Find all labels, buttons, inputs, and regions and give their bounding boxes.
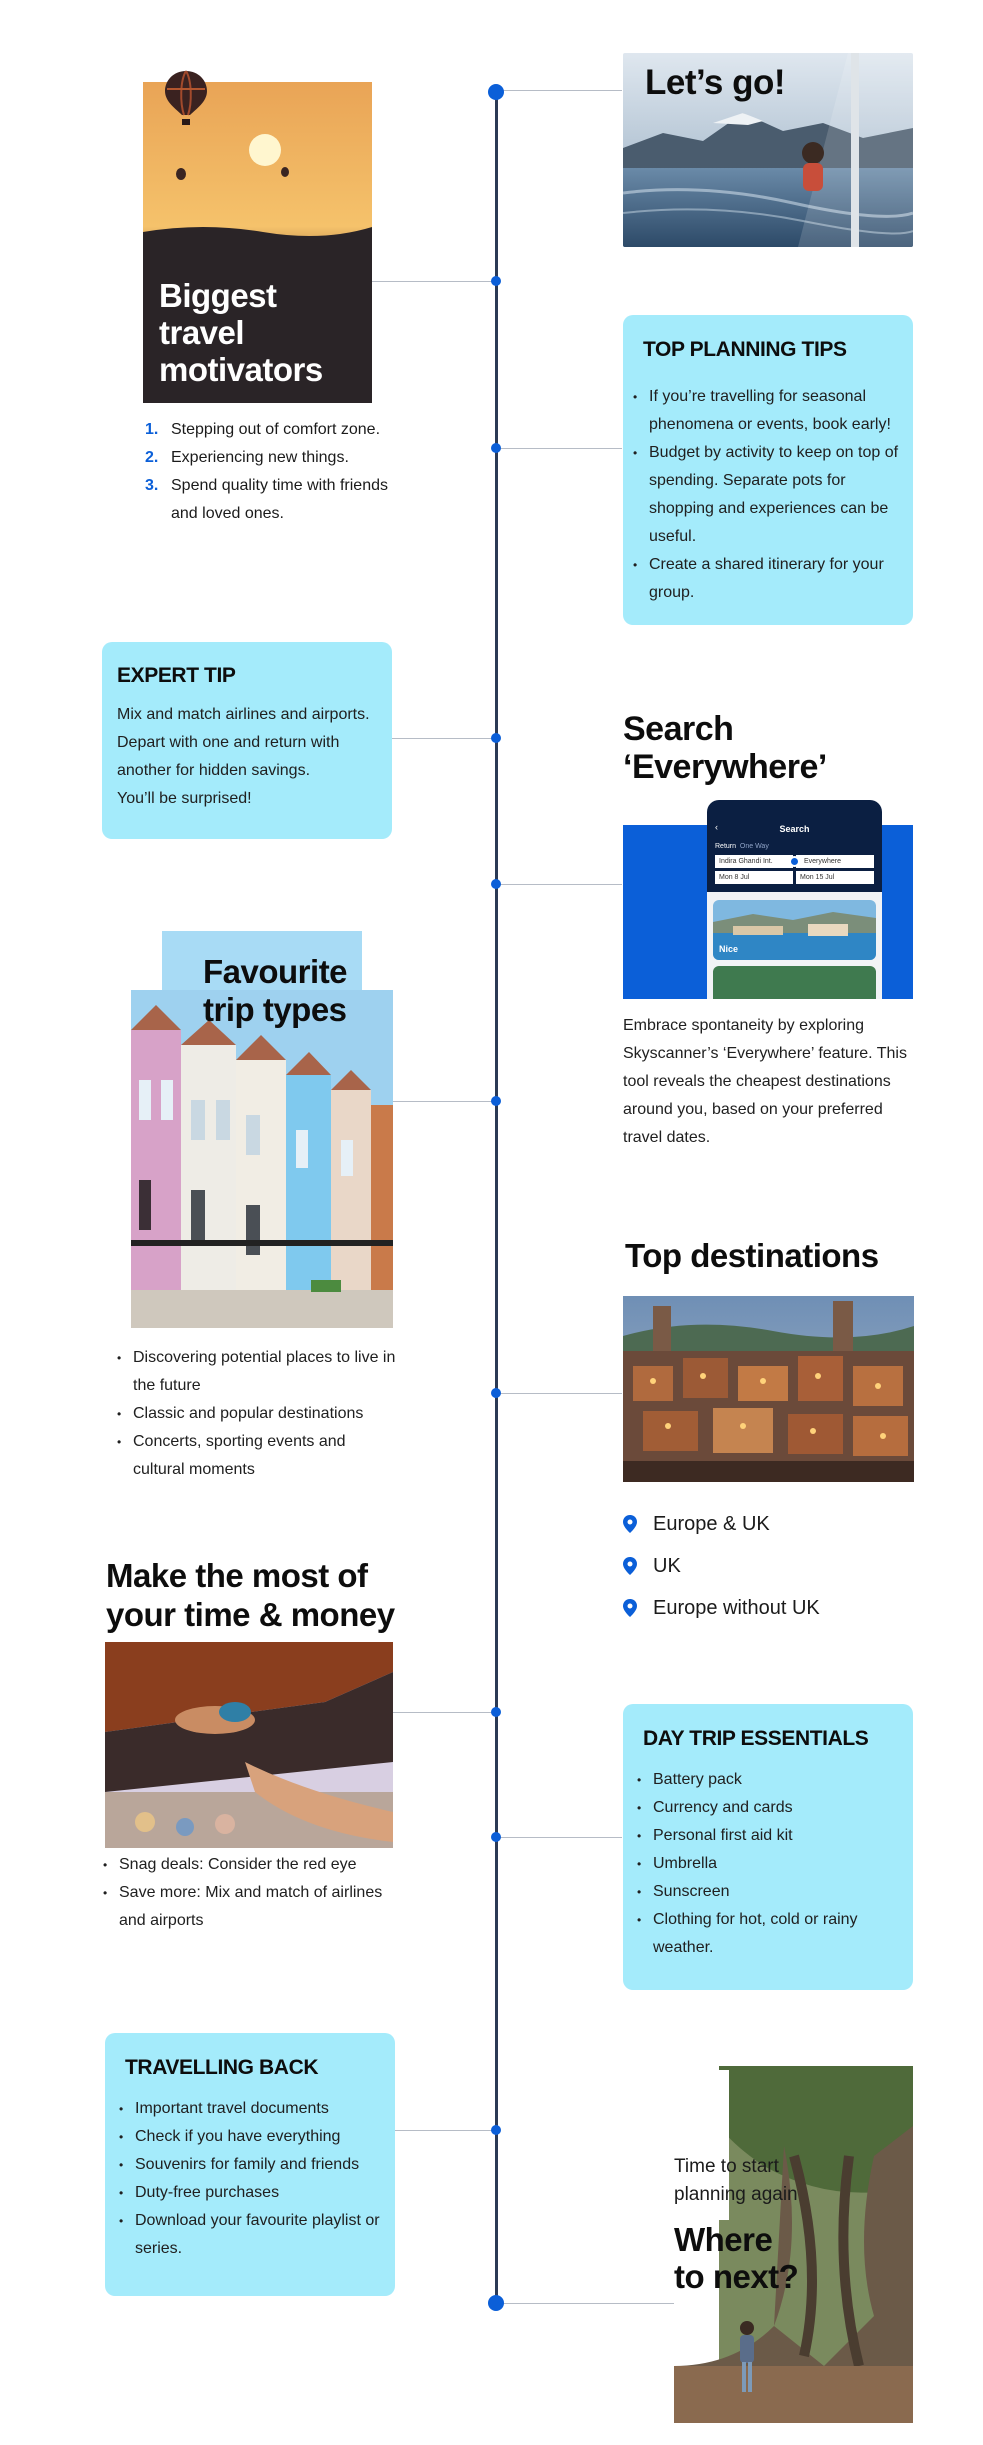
timeline-dot <box>491 1388 501 1398</box>
timeline-dot <box>491 1096 501 1106</box>
list-item: 3. Spend quality time with friends and loved ones. <box>145 477 388 522</box>
trip-type-tabs: Return One Way <box>715 843 769 850</box>
houses-photo <box>131 990 393 1328</box>
list-item: • Clothing for hot, cold or rainy weather. <box>635 1906 900 1962</box>
list-item: • Important travel documents <box>117 2095 385 2123</box>
timeline-axis <box>495 90 498 2302</box>
list-item: • Concerts, sporting events and cultural moments <box>115 1428 400 1484</box>
list-item: • Snag deals: Consider the red eye <box>101 1851 401 1879</box>
expert-tip-title: EXPERT TIP <box>117 664 236 687</box>
search-description: Embrace spontaneity by exploring Skyscanner’s ‘Everywhere’ feature. This tool reveals the cheapest destinations around you, based on your preferred travel dates. <box>623 1017 907 1146</box>
connector <box>497 2303 675 2304</box>
money-list <box>101 1851 401 1935</box>
connector <box>497 884 622 885</box>
favourite-title: Favourite trip types <box>203 953 348 1028</box>
list-item: • Currency and cards <box>635 1794 900 1822</box>
connector <box>393 1101 497 1102</box>
list-item: UK <box>623 1545 913 1587</box>
hero-title: Let’s go! <box>645 63 786 102</box>
destination-card[interactable] <box>713 900 876 960</box>
connector <box>371 281 497 282</box>
return-field[interactable]: Mon 15 Jul <box>796 871 874 884</box>
list-item: • Sunscreen <box>635 1878 900 1906</box>
from-field[interactable]: Indira Ghandi Int. <box>715 855 793 868</box>
depart-field[interactable]: Mon 8 Jul <box>715 871 793 884</box>
favourite-list <box>115 1344 400 1484</box>
timeline-dot <box>491 2125 501 2135</box>
back-icon: ‹ <box>715 822 718 832</box>
list-item: • If you’re travelling for seasonal phenomena or events, book early! <box>631 383 899 439</box>
to-field[interactable]: Everywhere <box>796 855 874 868</box>
destination-card[interactable] <box>713 966 876 999</box>
planning-tips-card <box>623 315 913 625</box>
connector <box>497 90 622 91</box>
day-trip-list <box>635 1766 900 1962</box>
destination-card-label: Nice <box>719 944 739 954</box>
travelling-back-title: TRAVELLING BACK <box>125 2056 319 2079</box>
connector <box>497 1393 622 1394</box>
destinations-list <box>623 1503 913 1629</box>
map-pin-icon <box>623 1515 641 1533</box>
day-trip-card <box>623 1704 913 1990</box>
timeline-dot <box>488 84 504 100</box>
list-item: • Budget by activity to keep on top of spending. Separate pots for shopping and experiences can be useful. <box>631 439 899 551</box>
list-item: • Souvenirs for family and friends <box>117 2151 385 2179</box>
connector <box>395 2130 497 2131</box>
planning-tips-list <box>631 383 899 607</box>
planning-tips-title: TOP PLANNING TIPS <box>643 338 847 361</box>
timeline-dot <box>491 276 501 286</box>
travelling-back-list <box>117 2095 385 2263</box>
connector <box>392 738 497 739</box>
map-pin-icon <box>623 1599 641 1617</box>
next-subtitle: Time to start planning again <box>674 2156 798 2205</box>
list-item: • Umbrella <box>635 1850 900 1878</box>
list-item: • Check if you have everything <box>117 2123 385 2151</box>
list-item: • Discovering potential places to live in the future <box>115 1344 400 1400</box>
list-item: 1. Stepping out of comfort zone. <box>145 421 381 438</box>
search-title: Search ‘Everywhere’ <box>623 710 827 786</box>
list-item: • Personal first aid kit <box>635 1822 900 1850</box>
phone-mockup <box>707 800 882 999</box>
timeline-dot <box>491 443 501 453</box>
next-title: Where to next? <box>674 2221 799 2295</box>
list-item: • Duty-free purchases <box>117 2179 385 2207</box>
expert-tip-text: Mix and match airlines and airports. Depart with one and return with another for hidden savings. You’ll be surprised! <box>117 706 370 807</box>
market-photo <box>105 1642 393 1848</box>
expert-tip-card <box>102 642 392 839</box>
town-photo <box>623 1296 914 1482</box>
travelling-back-card <box>105 2033 395 2296</box>
timeline-dot <box>491 733 501 743</box>
timeline-dot <box>491 879 501 889</box>
connector <box>497 1837 622 1838</box>
motivators-list <box>145 416 390 528</box>
timeline-dot <box>491 1707 501 1717</box>
list-item: • Classic and popular destinations <box>115 1400 400 1428</box>
timeline-dot <box>488 2295 504 2311</box>
swap-icon[interactable] <box>789 856 800 867</box>
money-title: Make the most of your time & money <box>106 1557 395 1633</box>
list-item: • Battery pack <box>635 1766 900 1794</box>
connector <box>393 1712 497 1713</box>
list-item: • Save more: Mix and match of airlines and airports <box>101 1879 401 1935</box>
list-item: Europe & UK <box>623 1503 913 1545</box>
list-item: 2. Experiencing new things. <box>145 449 349 466</box>
list-item: • Create a shared itinerary for your group. <box>631 551 899 607</box>
day-trip-title: DAY TRIP ESSENTIALS <box>643 1727 869 1750</box>
phone-header: Search <box>779 824 810 834</box>
timeline-dot <box>491 1832 501 1842</box>
list-item: • Download your favourite playlist or series. <box>117 2207 385 2263</box>
motivators-title: Biggest travel motivators <box>159 277 323 388</box>
balloon-icon <box>163 69 209 127</box>
connector <box>497 448 622 449</box>
map-pin-icon <box>623 1557 641 1575</box>
destinations-title: Top destinations <box>625 1237 879 1274</box>
list-item: Europe without UK <box>623 1587 913 1629</box>
